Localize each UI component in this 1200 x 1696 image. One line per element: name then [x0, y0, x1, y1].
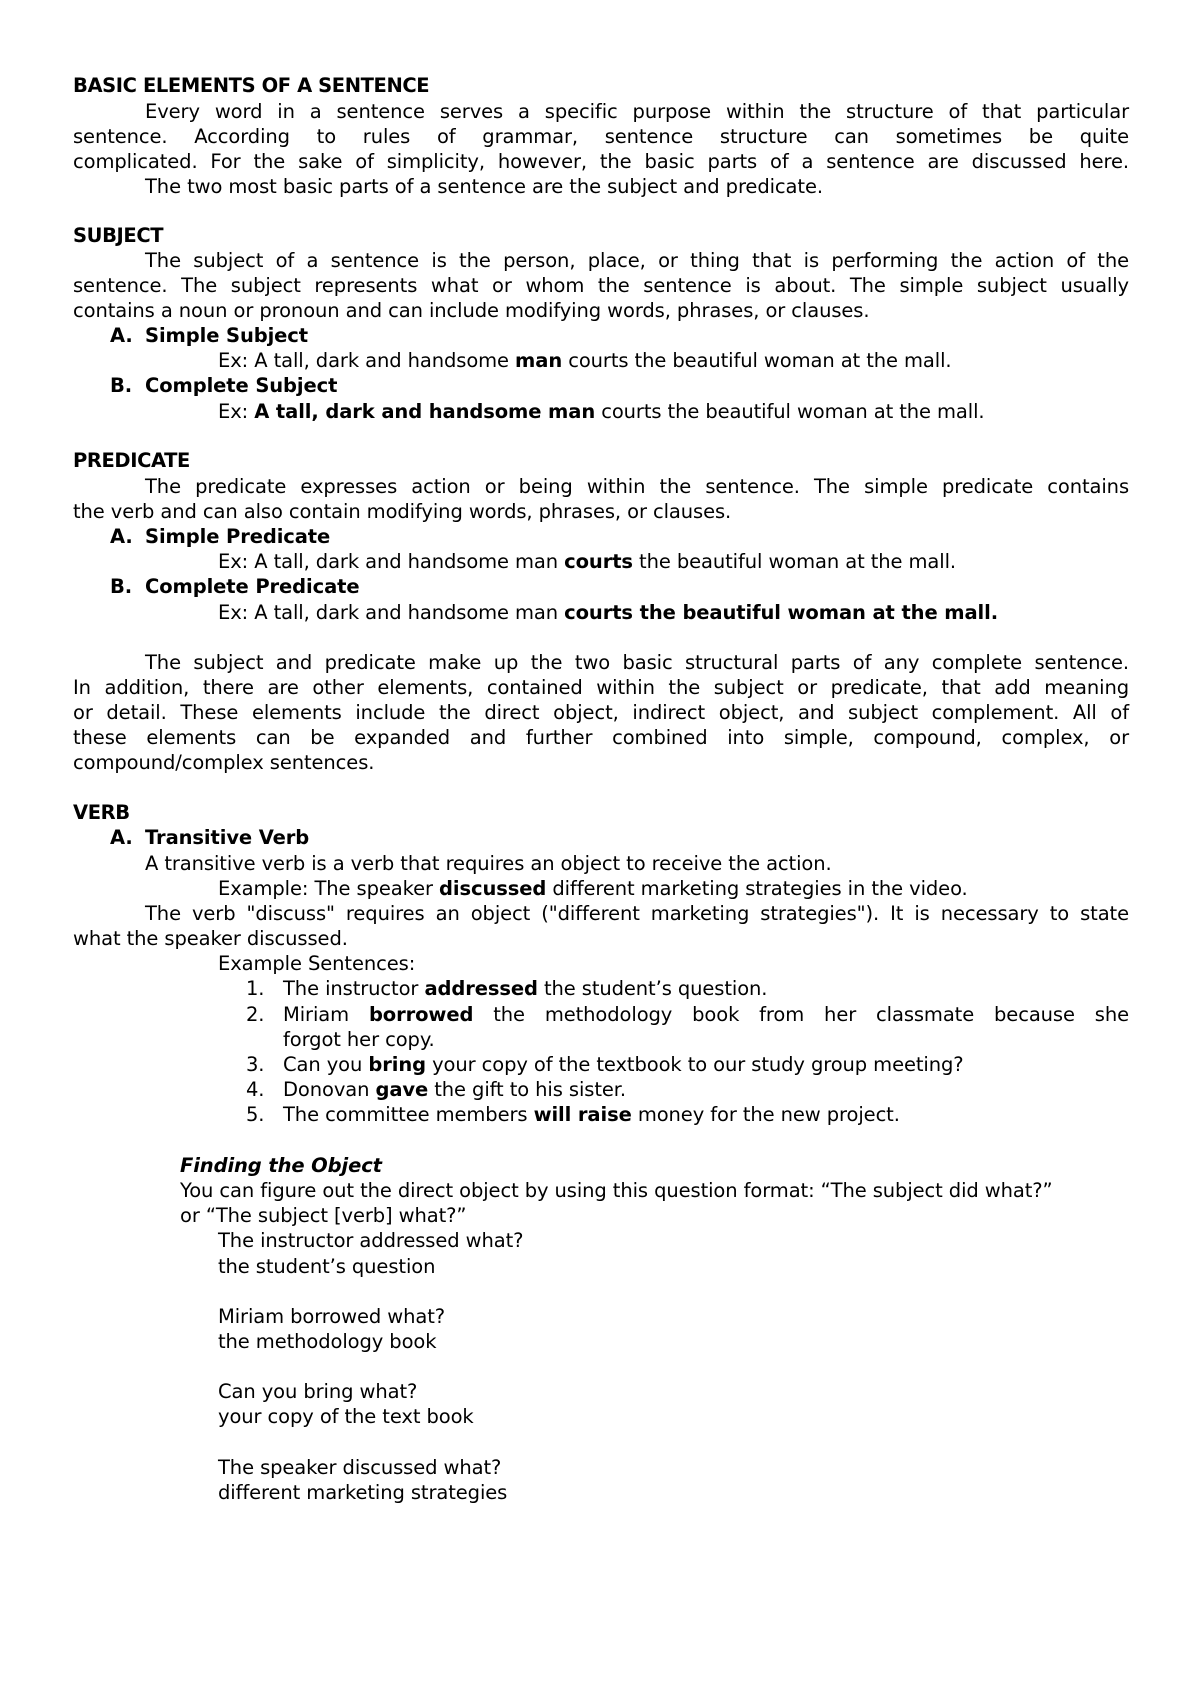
list-number: 4. [246, 1078, 265, 1101]
transitive-verb-definition: A transitive verb is a verb that requires an object to receive the action. [145, 852, 832, 875]
example-sentence: The committee members will raise money for the new project. [283, 1103, 900, 1126]
example-sentence-continuation: forgot her copy. [283, 1028, 435, 1051]
simple-predicate-example: Ex: A tall, dark and handsome man courts the beautiful woman at the mall. [218, 550, 956, 573]
object-question: The instructor addressed what? [218, 1229, 524, 1252]
list-marker: B. [110, 374, 133, 397]
list-number: 2. [246, 1003, 265, 1026]
object-question: Can you bring what? [218, 1380, 418, 1403]
object-answer: the student’s question [218, 1255, 436, 1278]
structure-paragraph-line: The subject and predicate make up the two basic structural parts of any complete sentence. [145, 651, 1129, 674]
simple-predicate-title: Simple Predicate [145, 525, 331, 548]
example-sentence: The instructor addressed the student’s question. [283, 977, 768, 1000]
basic-paragraph-line: Every word in a sentence serves a specific purpose within the structure of that particular [145, 100, 1129, 123]
subject-paragraph-line: The subject of a sentence is the person, place, or thing that is performing the action of the [145, 249, 1129, 272]
simple-subject-example: Ex: A tall, dark and handsome man courts the beautiful woman at the mall. [218, 349, 952, 372]
transitive-verb-explanation-line: what the speaker discussed. [73, 927, 348, 950]
basic-paragraph-line: complicated. For the sake of simplicity, however, the basic parts of a sentence are discussed here. [73, 150, 1129, 173]
object-answer: your copy of the text book [218, 1405, 474, 1428]
list-marker: A. [110, 324, 133, 347]
list-marker: A. [110, 525, 133, 548]
heading-basic-elements: BASIC ELEMENTS OF A SENTENCE [73, 74, 430, 97]
structure-paragraph-line: In addition, there are other elements, contained within the subject or predicate, that add meaning [73, 676, 1129, 699]
list-number: 5. [246, 1103, 265, 1126]
predicate-paragraph-line: The predicate expresses action or being within the sentence. The simple predicate contains [145, 475, 1129, 498]
finding-object-title: Finding the Object [180, 1154, 382, 1177]
object-question: The speaker discussed what? [218, 1456, 502, 1479]
finding-object-intro-line: You can figure out the direct object by using this question format: “The subject did what?” [180, 1179, 1053, 1202]
example-sentence: Can you bring your copy of the textbook to our study group meeting? [283, 1053, 964, 1076]
basic-paragraph-2: The two most basic parts of a sentence are the subject and predicate. [145, 175, 823, 198]
list-number: 1. [246, 977, 265, 1000]
list-marker: A. [110, 826, 133, 849]
complete-subject-example: Ex: A tall, dark and handsome man courts the beautiful woman at the mall. [218, 400, 985, 423]
heading-predicate: PREDICATE [73, 449, 190, 472]
structure-paragraph-line: these elements can be expanded and further combined into simple, compound, complex, or [73, 726, 1129, 749]
object-answer: different marketing strategies [218, 1481, 508, 1504]
object-question: Miriam borrowed what? [218, 1305, 445, 1328]
heading-subject: SUBJECT [73, 224, 164, 247]
example-sentences-label: Example Sentences: [218, 952, 416, 975]
subject-paragraph-line: contains a noun or pronoun and can include modifying words, phrases, or clauses. [73, 299, 870, 322]
transitive-verb-example: Example: The speaker discussed different marketing strategies in the video. [218, 877, 968, 900]
list-marker: B. [110, 575, 133, 598]
subject-paragraph-line: sentence. The subject represents what or whom the sentence is about. The simple subject usually [73, 274, 1129, 297]
example-sentence: Donovan gave the gift to his sister. [283, 1078, 627, 1101]
heading-verb: VERB [73, 801, 130, 824]
structure-paragraph-line: or detail. These elements include the direct object, indirect object, and subject complement. All of [73, 701, 1129, 724]
complete-predicate-example: Ex: A tall, dark and handsome man courts the beautiful woman at the mall. [218, 601, 999, 624]
finding-object-intro-line: or “The subject [verb] what?” [180, 1204, 467, 1227]
example-sentence: Miriam borrowed the methodology book from her classmate because she [283, 1003, 1130, 1026]
predicate-paragraph-line: the verb and can also contain modifying words, phrases, or clauses. [73, 500, 732, 523]
structure-paragraph-line: compound/complex sentences. [73, 751, 375, 774]
complete-subject-title: Complete Subject [145, 374, 338, 397]
list-number: 3. [246, 1053, 265, 1076]
transitive-verb-explanation-line: The verb "discuss" requires an object ("different marketing strategies"). It is necessary to state [145, 902, 1129, 925]
transitive-verb-title: Transitive Verb [145, 826, 310, 849]
simple-subject-title: Simple Subject [145, 324, 308, 347]
basic-paragraph-line: sentence. According to rules of grammar, sentence structure can sometimes be quite [73, 125, 1129, 148]
complete-predicate-title: Complete Predicate [145, 575, 360, 598]
object-answer: the methodology book [218, 1330, 437, 1353]
